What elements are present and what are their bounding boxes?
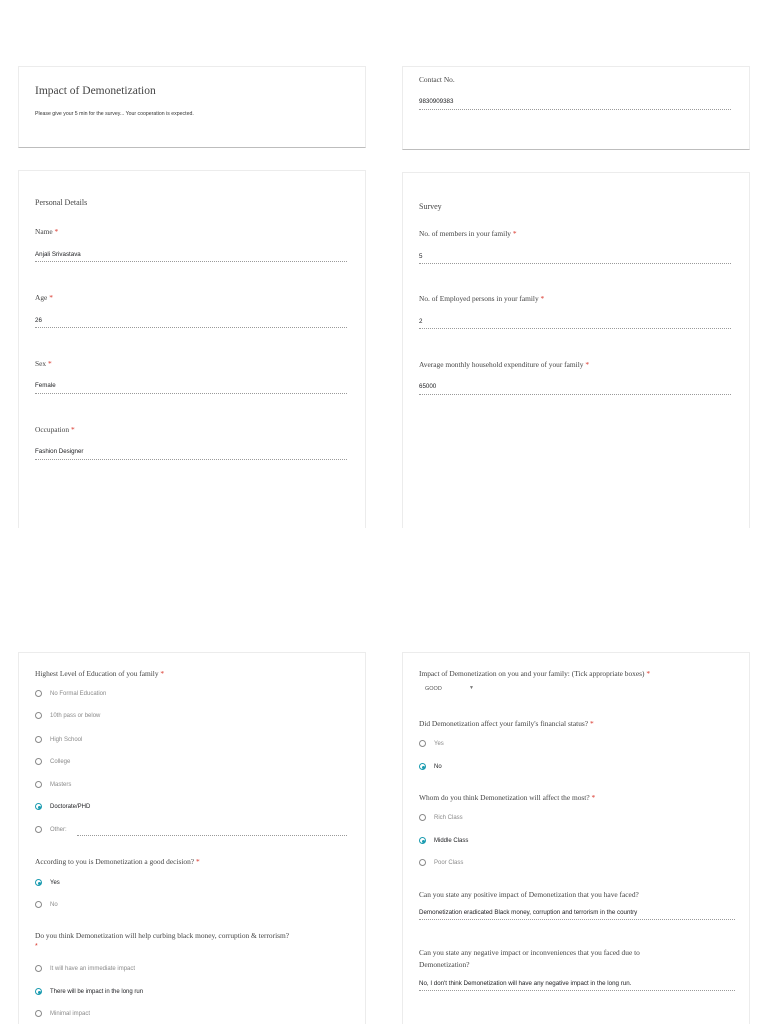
radio-button[interactable] — [35, 736, 42, 743]
radio-button[interactable] — [35, 965, 42, 972]
other-text-input[interactable] — [77, 835, 347, 836]
occupation-label: Occupation * — [35, 425, 75, 434]
whom-label: Whom do you think Demonetization will affect the most? * — [419, 793, 596, 802]
positive-input[interactable]: Demonetization eradicated Black money, corruption and terrorism in the country — [419, 909, 638, 916]
radio-button[interactable] — [35, 826, 42, 833]
impact-dropdown[interactable] — [425, 686, 477, 696]
form-description: Please give your 5 min for the survey... Your cooperation is expected. — [35, 111, 194, 117]
section-heading-survey: Survey — [419, 202, 442, 211]
form-header-card — [18, 66, 366, 148]
sex-underline — [35, 393, 347, 394]
members-label: No. of members in your family * — [419, 229, 517, 238]
form-title: Impact of Demonetization — [35, 85, 156, 97]
radio-button[interactable] — [35, 901, 42, 908]
radio-button-selected[interactable] — [35, 988, 42, 995]
age-input[interactable]: 26 — [35, 317, 42, 324]
name-input[interactable]: Anjali Srivastava — [35, 251, 81, 258]
radio-button[interactable] — [419, 859, 426, 866]
radio-button-selected[interactable] — [419, 837, 426, 844]
negative-input[interactable]: No, I don't think Demonetization will have any negative impact in the long run. — [419, 980, 632, 987]
expenditure-underline — [419, 394, 731, 395]
education-label: Highest Level of Education of you family * — [35, 669, 165, 678]
radio-button-selected[interactable] — [35, 879, 42, 886]
sex-label: Sex * — [35, 359, 52, 368]
survey-card — [402, 172, 750, 528]
members-underline — [419, 263, 731, 264]
radio-button-selected[interactable] — [35, 803, 42, 810]
radio-button[interactable] — [35, 1010, 42, 1017]
education-card: Highest Level of Education of you family * No Formal Education 10th pass or below High School College Masters Doctorate/PHD Other: According to you is Demonetization a good decision? * Yes No Do you think Demonetization will help curbing black money, corruption & terrorism? * It will have an immediate impact There will be impact in the long run Minimal impact — [18, 652, 366, 1024]
section-heading-personal: Personal Details — [35, 198, 88, 207]
occupation-underline — [35, 459, 347, 460]
name-underline — [35, 261, 347, 262]
financial-label: Did Demonetization affect your family's financial status? * — [419, 719, 594, 728]
curbing-label: Do you think Demonetization will help curbing black money, corruption & terrorism? — [35, 931, 290, 940]
personal-details-card — [18, 170, 366, 528]
expenditure-label: Average monthly household expenditure of your family * — [419, 360, 590, 369]
radio-button[interactable] — [35, 712, 42, 719]
employed-label: No. of Employed persons in your family * — [419, 294, 545, 303]
members-input[interactable]: 5 — [419, 253, 423, 260]
contact-input[interactable]: 9830909383 — [419, 98, 454, 105]
contact-label: Contact No. — [419, 75, 455, 84]
occupation-input[interactable]: Fashion Designer — [35, 448, 84, 455]
radio-button[interactable] — [35, 758, 42, 765]
age-label: Age * — [35, 293, 53, 302]
radio-button[interactable] — [419, 740, 426, 747]
positive-underline — [419, 919, 735, 920]
employed-underline — [419, 328, 731, 329]
good-decision-label: According to you is Demonetization a good decision? * — [35, 857, 200, 866]
chevron-down-icon: ▼ — [469, 685, 474, 691]
employed-input[interactable]: 2 — [419, 318, 423, 325]
contact-card — [402, 66, 750, 150]
radio-button[interactable] — [419, 814, 426, 821]
negative-label-line1: Can you state any negative impact or inconveniences that you faced due to — [419, 948, 640, 957]
age-underline — [35, 327, 347, 328]
contact-underline — [419, 109, 731, 110]
negative-underline — [419, 990, 735, 991]
name-label: Name * — [35, 227, 59, 236]
negative-label-line2: Demonetization? — [419, 960, 470, 969]
radio-button-selected[interactable] — [419, 763, 426, 770]
radio-button[interactable] — [35, 781, 42, 788]
positive-label: Can you state any positive impact of Demonetization that you have faced? — [419, 890, 639, 899]
impact-dropdown-value: GOOD — [425, 686, 442, 692]
sex-input[interactable]: Female — [35, 382, 56, 389]
expenditure-input[interactable]: 65000 — [419, 383, 437, 390]
impact-label: Impact of Demonetization on you and your family: (Tick appropriate boxes) * — [419, 669, 651, 678]
radio-button[interactable] — [35, 690, 42, 697]
impact-card: Impact of Demonetization on you and your family: (Tick appropriate boxes) * GOOD ▼ Did Demonetization affect your family's financial status? * Yes No Whom do you think Demonetization will affect the most? * Rich Class Middle Class Poor Class Can you state any positive impact of Demonetization that you have faced? Demonetization eradicated Black money, corruption and terrorism in the country Can you state any negative impact or inconveniences that you faced due to Demonetization? No, I don't think Demonetization will have any negative impact in the long run. — [402, 652, 750, 1024]
curbing-required-marker: * — [35, 943, 38, 950]
